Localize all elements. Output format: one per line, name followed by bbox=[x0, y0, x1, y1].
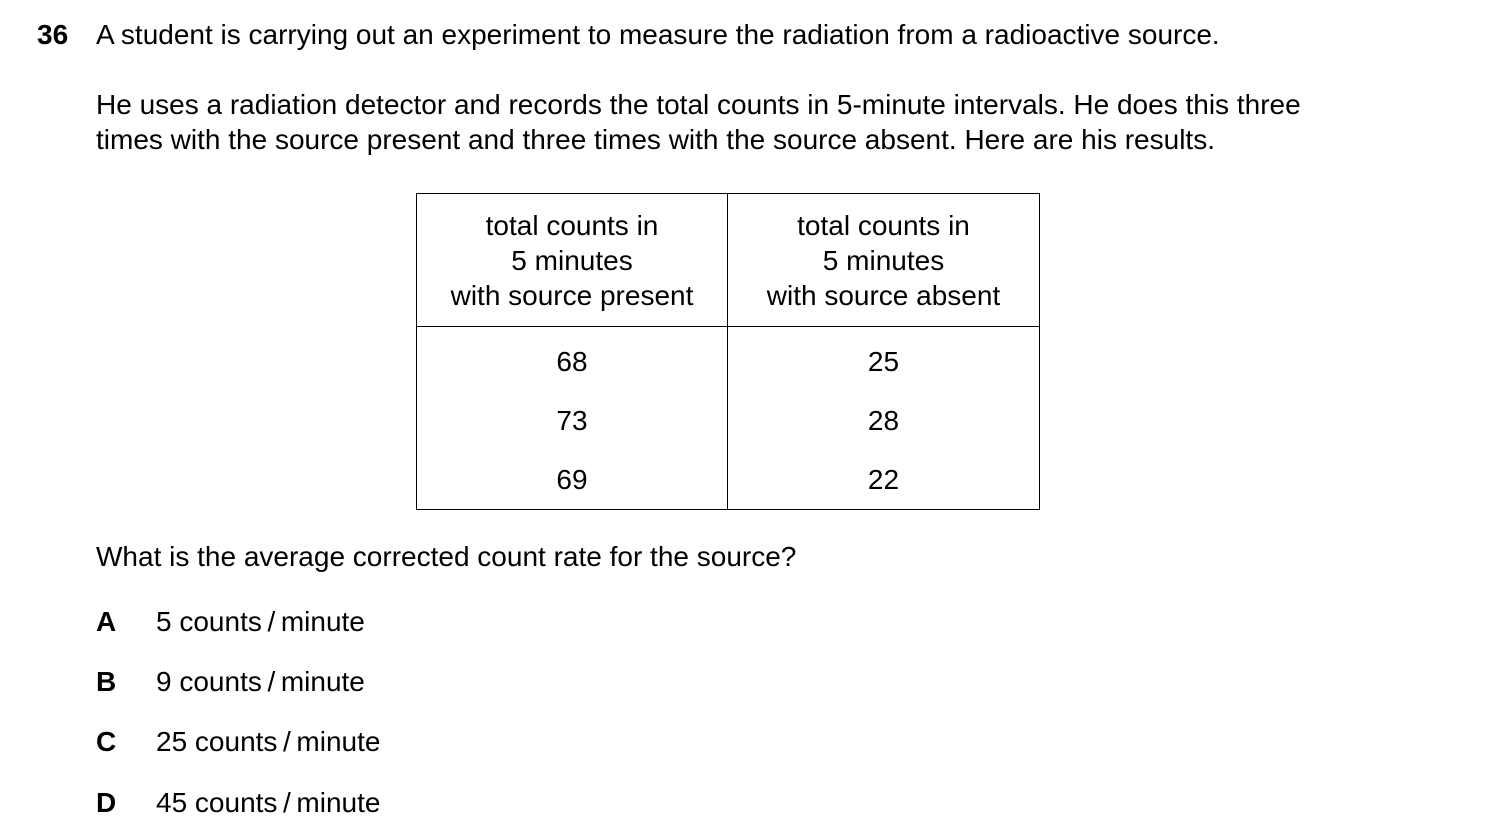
intro-line-2: times with the source present and three times with the source absent. Here are his results. bbox=[96, 124, 1215, 155]
absent-values-cell bbox=[728, 327, 1040, 510]
present-value-1: 68 bbox=[556, 346, 588, 377]
present-value-2: 73 bbox=[556, 405, 588, 436]
header-absent-line-2: 5 minutes bbox=[822, 244, 945, 276]
option-b-letter: B bbox=[96, 666, 117, 697]
results-table bbox=[416, 193, 1040, 510]
absent-value-3: 22 bbox=[867, 464, 900, 495]
option-c[interactable] bbox=[96, 725, 380, 759]
header-present-line-2: 5 minutes bbox=[511, 244, 633, 276]
absent-value-1: 25 bbox=[867, 346, 900, 377]
intro-line-1: He uses a radiation detector and records the total counts in 5-minute intervals. He does this three bbox=[96, 89, 1301, 120]
question-number: 36 bbox=[37, 19, 69, 50]
table-header-row bbox=[417, 194, 1040, 327]
header-present-line-1: total counts in bbox=[485, 209, 659, 241]
table-row bbox=[417, 327, 1040, 510]
option-a-letter: A bbox=[96, 606, 117, 637]
option-a-text: 5 counts / minute bbox=[156, 606, 365, 637]
option-c-letter: C bbox=[96, 726, 117, 757]
option-b-text: 9 counts / minute bbox=[156, 666, 365, 697]
option-d[interactable] bbox=[96, 786, 380, 820]
option-a[interactable] bbox=[96, 605, 365, 639]
header-source-absent bbox=[728, 194, 1040, 327]
option-d-letter: D bbox=[96, 787, 117, 818]
absent-value-2: 28 bbox=[867, 405, 900, 436]
header-absent-line-3: with source absent bbox=[766, 279, 1001, 311]
present-value-3: 69 bbox=[556, 464, 588, 495]
question-stem: A student is carrying out an experiment to measure the radiation from a radioactive source. bbox=[96, 19, 1220, 50]
option-c-text: 25 counts / minute bbox=[156, 726, 381, 757]
question-text: What is the average corrected count rate for the source? bbox=[96, 541, 797, 572]
option-d-text: 45 counts / minute bbox=[156, 787, 381, 818]
header-present-line-3: with source present bbox=[450, 279, 694, 311]
header-absent-line-1: total counts in bbox=[797, 209, 970, 241]
header-source-present bbox=[417, 194, 728, 327]
option-b[interactable] bbox=[96, 665, 365, 699]
present-values-cell bbox=[417, 327, 728, 510]
